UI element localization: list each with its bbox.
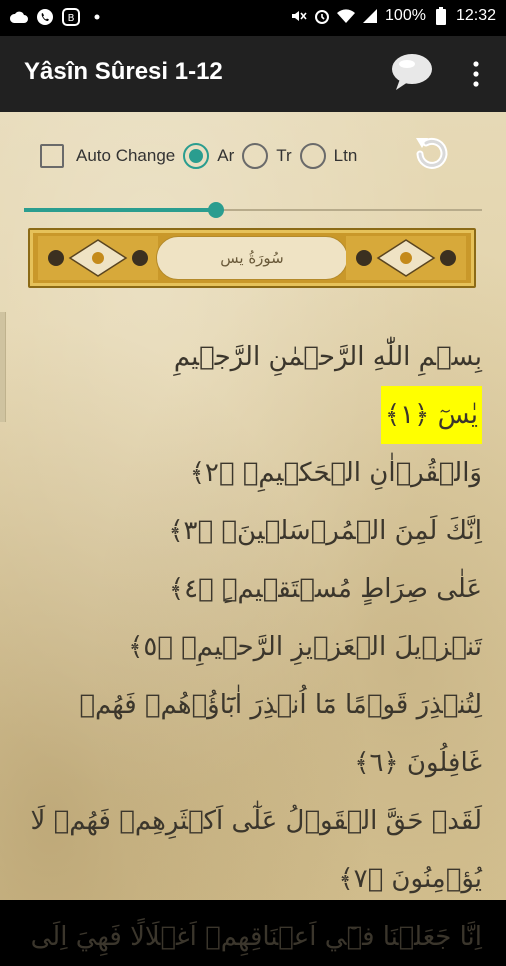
battery-percent: 100%	[385, 7, 426, 24]
whatsapp-icon	[36, 8, 54, 26]
speech-bubble-icon	[390, 52, 434, 92]
signal-icon	[361, 7, 379, 25]
cloud-icon	[10, 8, 28, 26]
verse-line[interactable]: لِتُنۡذِرَ قَوۡمًا مَٓا اُنۡذِرَ اٰبَٓاؤُ۬هُمۡ فَهُمۡ	[79, 690, 482, 720]
verse-line[interactable]: عَلٰى صِرَاطٍ مُسۡتَق۪يمٍۜ ﴿٤﴾	[168, 574, 482, 604]
display-controls	[40, 140, 365, 172]
alarm-icon	[313, 7, 331, 25]
radio-ltn[interactable]	[300, 143, 326, 169]
comment-button[interactable]	[390, 52, 434, 92]
radio-ltn-label: Ltn	[333, 146, 358, 165]
auto-change-label: Auto Change	[76, 146, 176, 165]
overflow-menu-icon	[466, 58, 486, 90]
status-bar	[0, 0, 506, 36]
verse-line[interactable]: وَالۡقُرۡاٰنِ الۡحَك۪يمِۙ ﴿٢﴾	[189, 458, 482, 488]
reader-content[interactable]	[0, 112, 506, 952]
reload-button[interactable]	[410, 132, 454, 176]
radio-ar[interactable]	[183, 143, 209, 169]
surah-title: سُورَةُ يس	[156, 236, 348, 280]
verse-line[interactable]: تَنۡز۪يلَ الۡعَز۪يزِ الرَّح۪يمِۙ ﴿٥﴾	[128, 632, 482, 662]
verse-line[interactable]: اِنَّا جَعَلۡنَا ف۪ٓي اَعۡنَاقِهِمۡ اَغۡلَالًا فَهِيَ اِلَى	[30, 922, 482, 952]
wifi-icon	[337, 7, 355, 25]
verse-line[interactable]: يٰسٓ ﴿١﴾	[22, 386, 482, 444]
ornament-icon	[346, 236, 466, 280]
auto-change-checkbox[interactable]	[40, 144, 64, 168]
radio-tr[interactable]	[242, 143, 268, 169]
verse-list	[22, 328, 482, 966]
font-size-slider[interactable]	[24, 202, 482, 218]
slider-fill	[24, 208, 216, 212]
verse-line[interactable]: لَقَدۡ حَقَّ الۡقَوۡلُ عَلٰٓى اَكۡثَرِهِمۡ فَهُمۡ لَا	[30, 806, 482, 836]
b-app-icon	[62, 8, 80, 26]
drawer-handle[interactable]	[0, 312, 6, 422]
reload-icon	[410, 132, 454, 176]
svg-text:B: B	[67, 13, 75, 24]
app-bar	[0, 36, 506, 112]
mute-icon	[289, 7, 307, 25]
radio-tr-label: Tr	[276, 146, 292, 165]
slider-thumb[interactable]	[208, 202, 224, 218]
dot-icon	[88, 8, 106, 26]
surah-banner	[28, 228, 476, 288]
verse-line[interactable]: غَافِلُونَ ﴿٦﴾	[354, 748, 482, 778]
overflow-menu-button[interactable]	[466, 58, 486, 90]
verse-line[interactable]: بِسۡمِ اللّٰهِ الرَّحۡمٰنِ الرَّج۪يمِ	[173, 342, 482, 372]
verse-line[interactable]: يُؤۡمِنُونَ ﴿٧﴾	[338, 864, 482, 894]
page-title: Yâsîn Sûresi 1-12	[24, 58, 223, 85]
clock: 12:32	[455, 7, 496, 24]
battery-icon	[432, 7, 450, 25]
ornament-icon	[38, 236, 158, 280]
radio-ar-label: Ar	[217, 146, 235, 165]
verse-line[interactable]: اِنَّكَ لَمِنَ الۡمُرۡسَل۪ينَۙ ﴿٣﴾	[168, 516, 482, 546]
